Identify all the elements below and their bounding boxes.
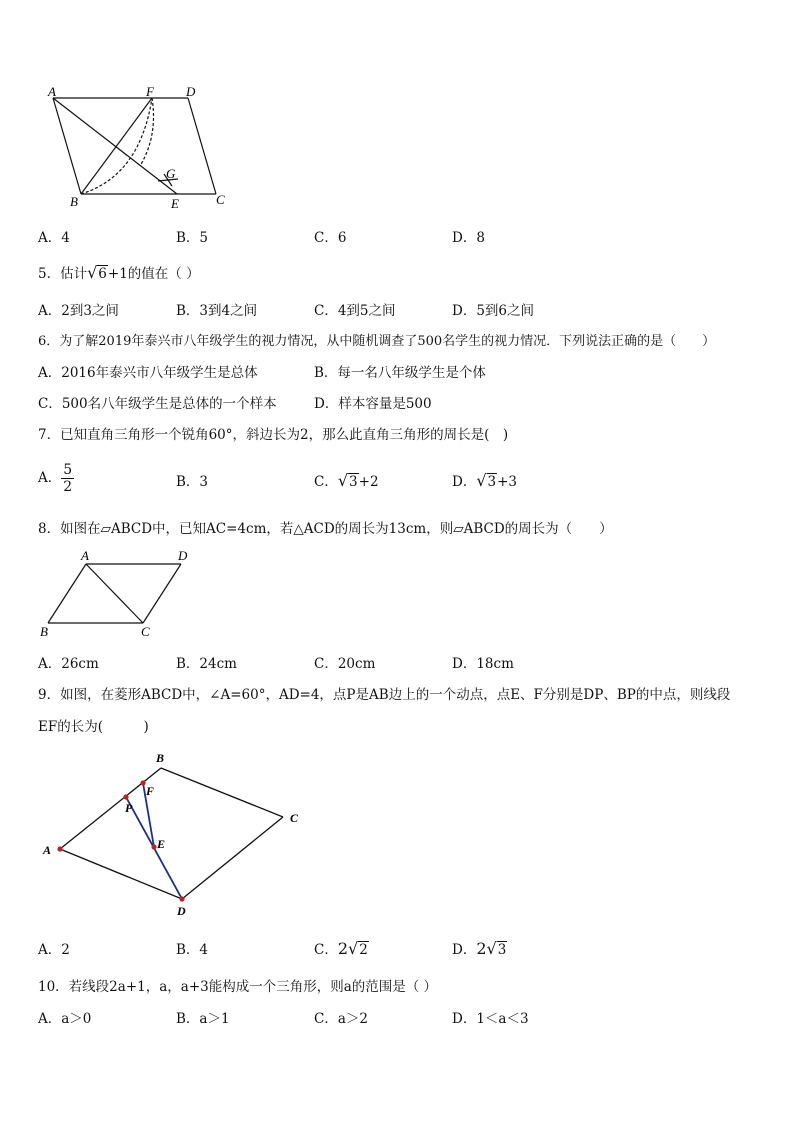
q10-option-d: D．1＜a＜3 [452,1011,529,1027]
q9-option-c: C．2√2 [314,939,368,958]
q10-option-a: A．a＞0 [38,1011,92,1027]
q6-option-b: B．每一名八年级学生是个体 [314,365,486,381]
figure-q8-parallelogram [38,547,198,646]
q10-question: 10．若线段2a+1，a，a+3能构成一个三角形，则a的范围是（ ） [38,979,438,995]
q9-question-line1: 9．如图，在菱形ABCD中，∠A=60°，AD=4，点P是AB边上的一个动点，点E、F分别是DP、BP的中点，则线段 [38,687,731,703]
q8-option-d: D．18cm [452,656,514,672]
fig9-label-E: E [157,837,166,851]
q9-option-d: D．2√3 [452,939,507,958]
fig8-label-B: B [40,624,48,639]
q10-option-b: B．a＞1 [176,1011,230,1027]
q6-option-d: D．样本容量是500 [314,396,432,412]
q5-option-c: C．4到5之间 [314,303,396,319]
q5-sqrt: √6 [87,263,107,282]
q9-question-line2: EF的长为( ) [38,719,149,735]
fig8-label-D: D [178,548,188,563]
q7-option-d: D．√3+3 [452,471,518,490]
q9-option-b: B．4 [176,942,209,958]
fig4-label-G: G [166,166,176,181]
fig4-label-E: E [171,196,179,211]
fig9-label-A: A [43,843,52,857]
q7-option-b: B．3 [176,474,209,490]
q5-option-b: B．3到4之间 [176,303,258,319]
q4-option-d: D．8 [452,230,485,246]
q7-question: 7．已知直角三角形一个锐角60°，斜边长为2，那么此直角三角形的周长是( ) [38,427,509,443]
fig9-label-D: D [177,904,186,918]
q4-option-c: C．6 [314,230,347,246]
fig8-label-C: C [141,624,150,639]
fig4-label-A: A [48,86,56,99]
q5-question: 5．估计√6+1的值在（ ） [38,263,200,282]
q7-option-a: A． $\frac{5}{2}$ [38,462,73,495]
fig9-label-P: P [125,801,133,815]
q6-option-c: C．500名八年级学生是总体的一个样本 [38,396,277,412]
figure-q4-parallelogram [40,86,240,215]
q5-option-a: A．2到3之间 [38,303,119,319]
q4-option-b: B．5 [176,230,209,246]
q8-option-c: C．20cm [314,656,376,672]
q10-option-c: C．a＞2 [314,1011,368,1027]
q5-option-d: D．5到6之间 [452,303,535,319]
q7-option-c: C．√3+2 [314,471,379,490]
q4-option-a: A．4 [38,230,70,246]
q6-option-a: A．2016年泰兴市八年级学生是总体 [38,365,258,381]
q8-option-b: B．24cm [176,656,237,672]
fig9-label-F: F [146,784,155,798]
q9-option-a: A．2 [38,942,70,958]
fig9-label-C: C [290,811,299,825]
fig9-label-B: B [156,751,165,765]
q8-option-a: A．26cm [38,656,99,672]
q7-fraction: $\frac{5}{2}$ [63,462,73,495]
fig4-label-C: C [216,192,225,207]
fig4-label-D: D [186,86,196,99]
fig8-label-A: A [81,548,89,563]
figure-q9-rhombus [38,748,318,927]
q6-question: 6．为了解2019年泰兴市八年级学生的视力情况，从中随机调查了500名学生的视力情况．下列说法正确的是（ ） [38,334,716,349]
fig4-label-B: B [70,194,78,209]
q8-question: 8．如图在▱ABCD中，已知AC=4cm，若△ACD的周长为13cm，则▱ABCD的周长为（ ） [38,521,613,537]
fig4-label-F: F [146,86,154,99]
